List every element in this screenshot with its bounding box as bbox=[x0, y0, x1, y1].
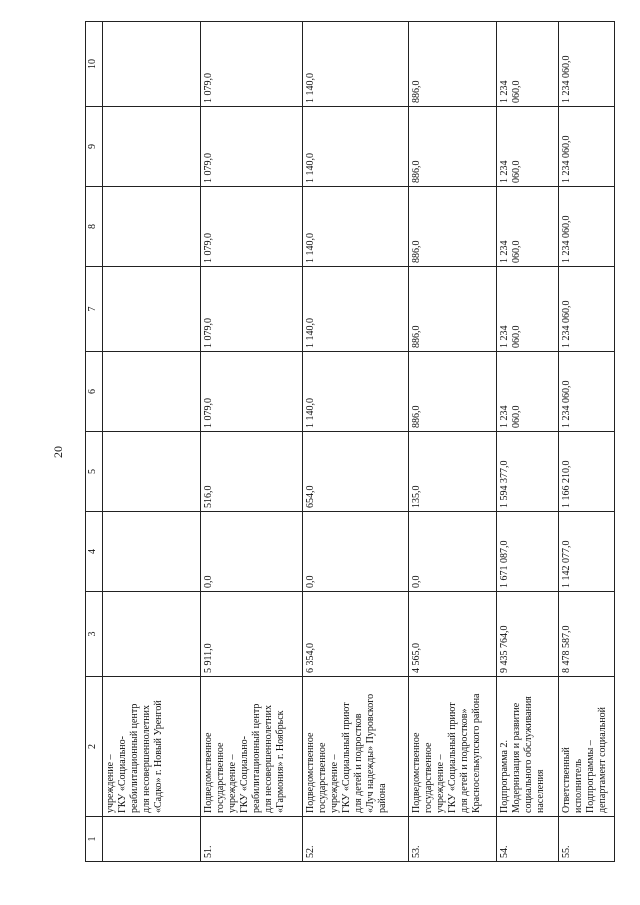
value-cell bbox=[103, 107, 201, 187]
value-cell: 886,0 bbox=[409, 187, 497, 267]
row-name: Ответственный исполнитель Подпрограммы – департамент социальной bbox=[559, 677, 615, 817]
table-row bbox=[559, 22, 615, 862]
value-cell bbox=[103, 352, 201, 432]
value-cell: 1 140,0 bbox=[303, 22, 409, 107]
value-cell: 1 166 210,0 bbox=[559, 432, 615, 512]
value-cell: 1 234 060,0 bbox=[559, 352, 615, 432]
value-cell: 516,0 bbox=[201, 432, 303, 512]
value-cell: 886,0 bbox=[409, 107, 497, 187]
table-row bbox=[409, 22, 497, 862]
table-row bbox=[201, 22, 303, 862]
value-cell: 9 435 764,0 bbox=[497, 592, 559, 677]
header-cell: 1 bbox=[86, 817, 103, 862]
value-cell: 886,0 bbox=[409, 267, 497, 352]
value-cell: 1 594 377,0 bbox=[497, 432, 559, 512]
value-cell: 1 234 060,0 bbox=[497, 267, 559, 352]
page-number: 20 bbox=[51, 446, 65, 458]
value-cell: 1 234 060,0 bbox=[497, 352, 559, 432]
header-cell: 10 bbox=[86, 22, 103, 107]
table-row bbox=[103, 22, 201, 862]
rotated-page bbox=[85, 22, 608, 862]
row-name: Подведомственное государственное учреждение – ГКУ «Социально- реабилитационный центр для несовершеннолетних «Гармония» г. Ноябрьск bbox=[201, 677, 303, 817]
row-name: учреждение – ГКУ «Социально- реабилитационный центр для несовершеннолетних «Садко» г. Новый Уренгой bbox=[103, 677, 201, 817]
row-name: Подведомственное государственное учреждение – ГКУ «Социальный приют для детей и подростков» Красноселькупского района bbox=[409, 677, 497, 817]
header-cell: 4 bbox=[86, 512, 103, 592]
value-cell: 654,0 bbox=[303, 432, 409, 512]
table-row bbox=[497, 22, 559, 862]
value-cell: 0,0 bbox=[201, 512, 303, 592]
value-cell: 1 079,0 bbox=[201, 267, 303, 352]
value-cell: 1 234 060,0 bbox=[497, 22, 559, 107]
value-cell: 1 671 087,0 bbox=[497, 512, 559, 592]
header-row bbox=[86, 22, 103, 862]
header-cell: 6 bbox=[86, 352, 103, 432]
value-cell: 886,0 bbox=[409, 22, 497, 107]
row-name: Подведомственное государственное учреждение – ГКУ «Социальный приют для детей и подростков «Луч надежды» Пуровского района bbox=[303, 677, 409, 817]
value-cell: 5 911,0 bbox=[201, 592, 303, 677]
value-cell: 1 234 060,0 bbox=[559, 187, 615, 267]
header-cell: 8 bbox=[86, 187, 103, 267]
value-cell: 8 478 587,0 bbox=[559, 592, 615, 677]
row-name: Подпрограмма 2. Модернизация и развитие социального обслуживания населения bbox=[497, 677, 559, 817]
header-cell: 5 bbox=[86, 432, 103, 512]
value-cell: 1 079,0 bbox=[201, 22, 303, 107]
row-number: 51. bbox=[201, 817, 303, 862]
value-cell: 1 234 060,0 bbox=[559, 107, 615, 187]
value-cell: 1 142 077,0 bbox=[559, 512, 615, 592]
budget-table bbox=[85, 21, 615, 862]
value-cell: 1 140,0 bbox=[303, 107, 409, 187]
value-cell: 4 565,0 bbox=[409, 592, 497, 677]
header-cell: 7 bbox=[86, 267, 103, 352]
value-cell: 1 079,0 bbox=[201, 107, 303, 187]
value-cell: 1 234 060,0 bbox=[559, 267, 615, 352]
row-number: 54. bbox=[497, 817, 559, 862]
table-row bbox=[303, 22, 409, 862]
value-cell: 1 140,0 bbox=[303, 267, 409, 352]
row-number bbox=[103, 817, 201, 862]
value-cell bbox=[103, 187, 201, 267]
value-cell bbox=[103, 432, 201, 512]
value-cell: 1 234 060,0 bbox=[497, 187, 559, 267]
value-cell: 1 079,0 bbox=[201, 187, 303, 267]
value-cell: 1 140,0 bbox=[303, 352, 409, 432]
value-cell: 886,0 bbox=[409, 352, 497, 432]
value-cell: 1 234 060,0 bbox=[497, 107, 559, 187]
value-cell: 6 354,0 bbox=[303, 592, 409, 677]
value-cell: 135,0 bbox=[409, 432, 497, 512]
row-number: 53. bbox=[409, 817, 497, 862]
value-cell bbox=[103, 512, 201, 592]
value-cell: 1 079,0 bbox=[201, 352, 303, 432]
header-cell: 9 bbox=[86, 107, 103, 187]
row-number: 55. bbox=[559, 817, 615, 862]
header-cell: 2 bbox=[86, 677, 103, 817]
value-cell bbox=[103, 22, 201, 107]
value-cell: 1 140,0 bbox=[303, 187, 409, 267]
header-cell: 3 bbox=[86, 592, 103, 677]
value-cell bbox=[103, 267, 201, 352]
value-cell bbox=[103, 592, 201, 677]
value-cell: 1 234 060,0 bbox=[559, 22, 615, 107]
row-number: 52. bbox=[303, 817, 409, 862]
value-cell: 0,0 bbox=[409, 512, 497, 592]
value-cell: 0,0 bbox=[303, 512, 409, 592]
